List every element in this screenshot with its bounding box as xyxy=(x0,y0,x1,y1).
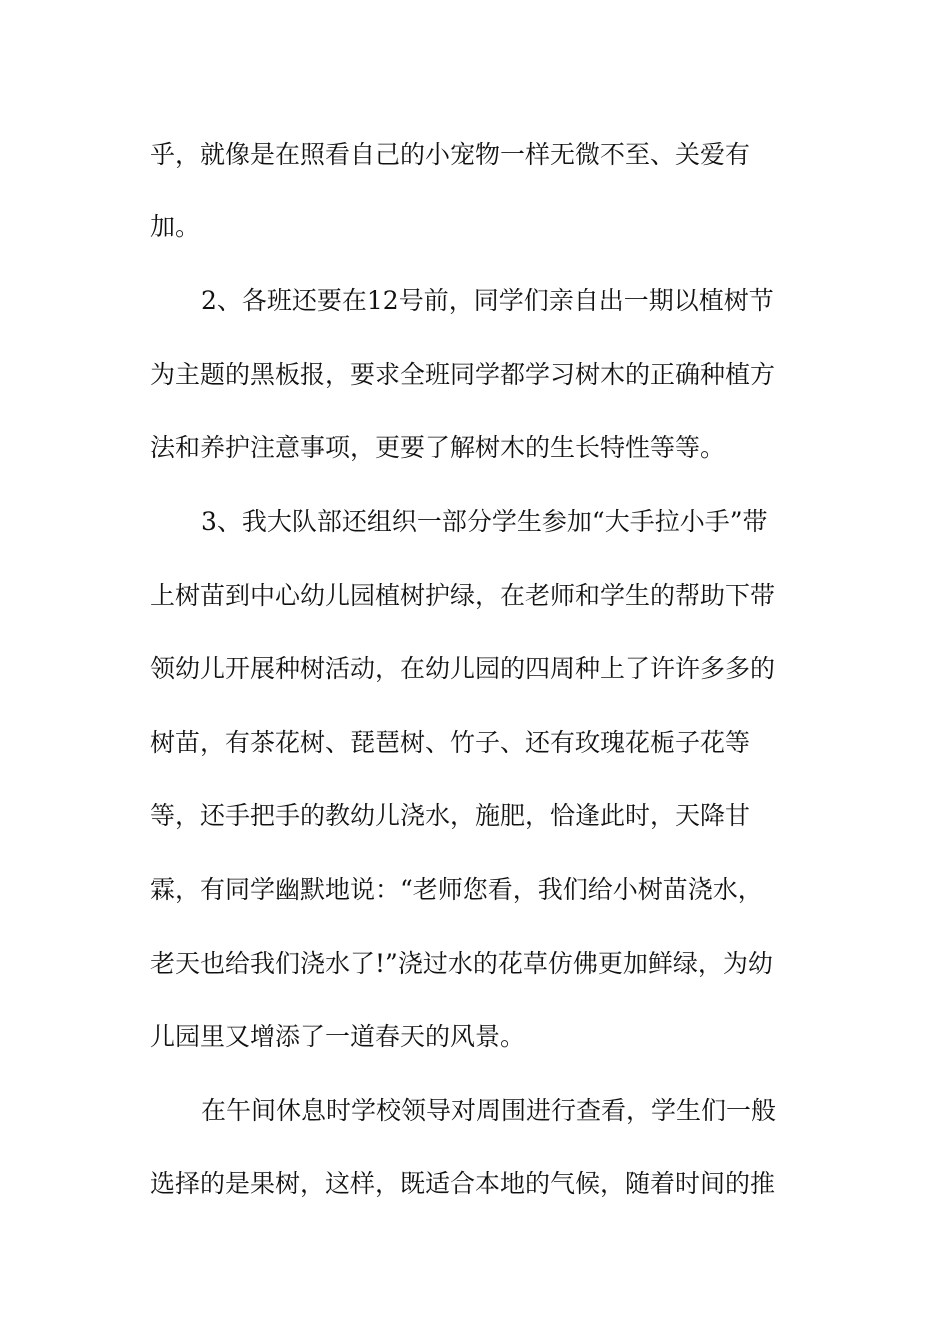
paragraph-start-line: 2、各班还要在12号前，同学们亲自出一期以植树节 xyxy=(201,286,774,315)
text-line: 儿园里又增添了一道春天的风景。 xyxy=(150,1022,526,1051)
text-line: 老天也给我们浇水了!”浇过水的花草仿佛更加鲜绿，为幼 xyxy=(150,949,773,978)
text-line: 法和养护注意事项，更要了解树木的生长特性等等。 xyxy=(150,433,726,462)
paragraph-start-line: 3、我大队部还组织一部分学生参加“大手拉小手”带 xyxy=(201,507,768,536)
text-line: 树苗，有茶花树、琵琶树、竹子、还有玫瑰花栀子花等 xyxy=(150,728,751,757)
text-line: 等，还手把手的教幼儿浇水，施肥，恰逢此时，天降甘 xyxy=(150,801,751,830)
text-line: 领幼儿开展种树活动，在幼儿园的四周种上了许许多多的 xyxy=(150,654,776,683)
text-line: 加。 xyxy=(150,212,201,241)
text-line: 霖，有同学幽默地说：“老师您看，我们给小树苗浇水， xyxy=(150,875,763,904)
text-line: 上树苗到中心幼儿园植树护绿，在老师和学生的帮助下带 xyxy=(150,581,776,610)
text-line: 乎，就像是在照看自己的小宠物一样无微不至、关爱有 xyxy=(150,140,751,169)
text-line: 选择的是果树，这样，既适合本地的气候，随着时间的推 xyxy=(150,1169,776,1198)
text-line: 为主题的黑板报，要求全班同学都学习树木的正确种植方 xyxy=(150,360,776,389)
paragraph-start-line: 在午间休息时学校领导对周围进行查看，学生们一般 xyxy=(201,1096,777,1125)
